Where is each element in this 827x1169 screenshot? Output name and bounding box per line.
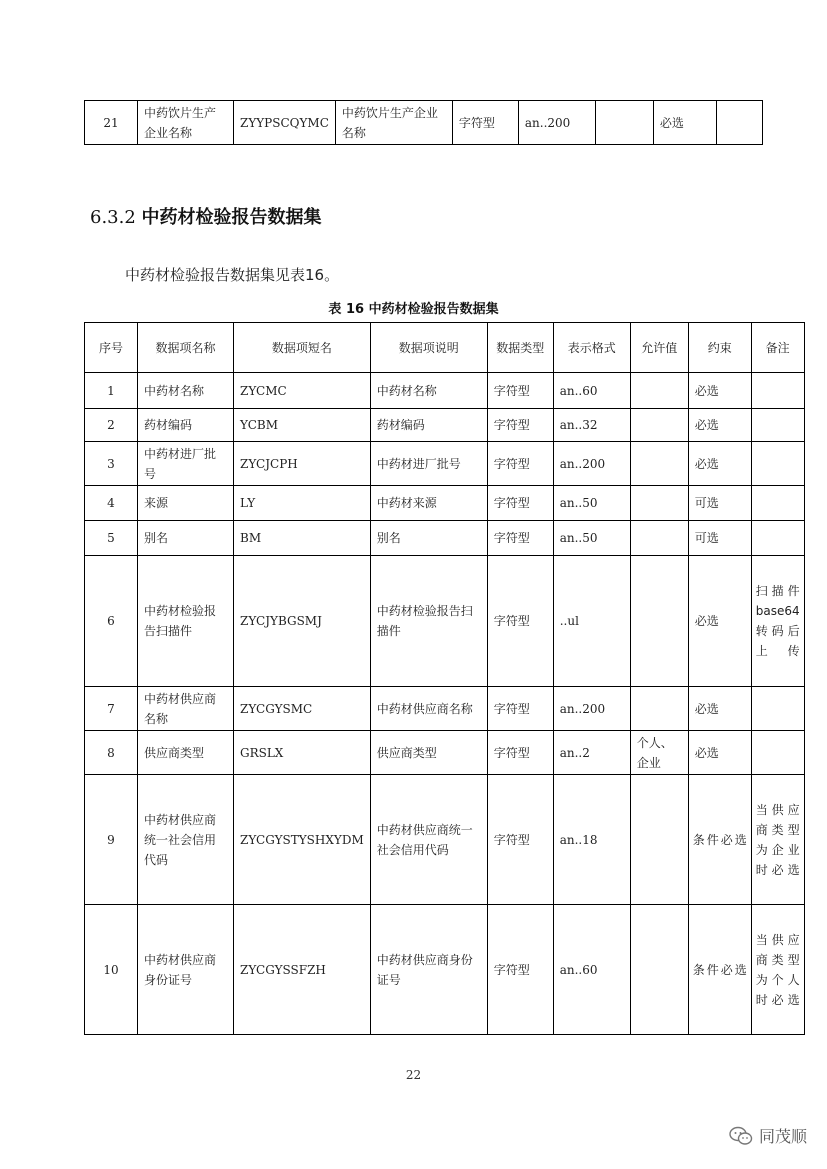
data-type-cell: 字符型 bbox=[487, 731, 553, 775]
short-name-cell: ZYCJCPH bbox=[234, 442, 371, 486]
item-name-cell: 中药材供应商统一社会信用代码 bbox=[138, 775, 234, 905]
remark-cell bbox=[751, 442, 804, 486]
row-number-cell: 1 bbox=[85, 373, 138, 409]
constraint-cell: 必选 bbox=[688, 687, 751, 731]
table-caption: 表 16 中药材检验报告数据集 bbox=[328, 302, 499, 317]
column-header: 备注 bbox=[751, 323, 804, 373]
column-header: 允许值 bbox=[630, 323, 688, 373]
data-type-cell: 字符型 bbox=[487, 687, 553, 731]
short-name-cell: ZYCMC bbox=[234, 373, 371, 409]
column-header: 数据项短名 bbox=[234, 323, 371, 373]
allowed-values-cell bbox=[630, 905, 688, 1035]
description-cell: 中药材来源 bbox=[370, 486, 487, 521]
item-name-cell: 别名 bbox=[138, 521, 234, 556]
constraint-cell: 必选 bbox=[688, 731, 751, 775]
format-cell: an..200 bbox=[553, 687, 630, 731]
description-cell: 别名 bbox=[370, 521, 487, 556]
short-name-cell: LY bbox=[234, 486, 371, 521]
data-type-cell: 字符型 bbox=[487, 442, 553, 486]
table-row bbox=[85, 905, 805, 1035]
watermark-text: 同茂顺 bbox=[758, 1127, 807, 1146]
allowed-values-cell bbox=[630, 775, 688, 905]
row-number-cell: 10 bbox=[85, 905, 138, 1035]
format-cell: an..2 bbox=[553, 731, 630, 775]
constraint-cell: 必选 bbox=[688, 556, 751, 687]
item-name-cell: 中药材供应商身份证号 bbox=[138, 905, 234, 1035]
row-number-cell: 7 bbox=[85, 687, 138, 731]
item-name-cell: 中药材检验报告扫描件 bbox=[138, 556, 234, 687]
description-cell: 中药材进厂批号 bbox=[370, 442, 487, 486]
section-number: 6.3.2 bbox=[90, 207, 136, 228]
short-name-cell: YCBM bbox=[234, 409, 371, 442]
table-row bbox=[85, 409, 805, 442]
table-row bbox=[85, 687, 805, 731]
format-cell: an..18 bbox=[553, 775, 630, 905]
allowed-values-cell bbox=[630, 409, 688, 442]
constraint-cell: 必选 bbox=[688, 442, 751, 486]
column-header: 约束 bbox=[688, 323, 751, 373]
constraint-cell: 可选 bbox=[688, 486, 751, 521]
remark-cell bbox=[751, 486, 804, 521]
allowed-values-cell bbox=[630, 687, 688, 731]
page-number: 22 bbox=[405, 1068, 422, 1082]
remark-cell bbox=[716, 101, 762, 145]
section-title: 中药材检验报告数据集 bbox=[141, 207, 322, 228]
description-cell: 中药材供应商身份证号 bbox=[370, 905, 487, 1035]
description-cell: 中药材供应商名称 bbox=[370, 687, 487, 731]
allowed-values-cell bbox=[630, 373, 688, 409]
data-type-cell: 字符型 bbox=[487, 409, 553, 442]
continuation-table bbox=[84, 100, 763, 145]
row-number-cell: 3 bbox=[85, 442, 138, 486]
dataset-table bbox=[84, 322, 805, 1035]
short-name-cell: BM bbox=[234, 521, 371, 556]
constraint-cell: 条件必选 bbox=[688, 905, 751, 1035]
allowed-values-cell bbox=[630, 521, 688, 556]
format-cell: an..200 bbox=[553, 442, 630, 486]
item-name-cell: 中药材供应商名称 bbox=[138, 687, 234, 731]
short-name-cell: ZYCGYSTYSHXYDM bbox=[234, 775, 371, 905]
intro-paragraph: 中药材检验报告数据集见表16。 bbox=[125, 266, 340, 284]
row-number-cell: 2 bbox=[85, 409, 138, 442]
row-number-cell: 9 bbox=[85, 775, 138, 905]
remark-cell bbox=[751, 687, 804, 731]
column-header: 数据项说明 bbox=[370, 323, 487, 373]
short-name-cell: ZYCGYSSFZH bbox=[234, 905, 371, 1035]
remark-cell: 当供应商类型为企业时必选 bbox=[751, 775, 804, 905]
remark-cell bbox=[751, 409, 804, 442]
row-number-cell: 21 bbox=[85, 101, 138, 145]
item-name-cell: 中药材名称 bbox=[138, 373, 234, 409]
row-number-cell: 4 bbox=[85, 486, 138, 521]
constraint-cell: 必选 bbox=[688, 373, 751, 409]
constraint-cell: 必选 bbox=[688, 409, 751, 442]
watermark bbox=[729, 1124, 807, 1147]
format-cell: an..32 bbox=[553, 409, 630, 442]
allowed-values-cell bbox=[595, 101, 653, 145]
data-type-cell: 字符型 bbox=[487, 521, 553, 556]
table-row bbox=[85, 486, 805, 521]
remark-cell bbox=[751, 731, 804, 775]
section-heading bbox=[90, 203, 322, 229]
format-cell: ..ul bbox=[553, 556, 630, 687]
remark-cell bbox=[751, 521, 804, 556]
allowed-values-cell bbox=[630, 556, 688, 687]
remark-cell: 当供应商类型为个人时必选 bbox=[751, 905, 804, 1035]
table-row bbox=[85, 556, 805, 687]
allowed-values-cell: 个人、企业 bbox=[630, 731, 688, 775]
item-name-cell: 中药材进厂批号 bbox=[138, 442, 234, 486]
short-name-cell: GRSLX bbox=[234, 731, 371, 775]
table-row bbox=[85, 101, 763, 145]
description-cell: 中药材检验报告扫描件 bbox=[370, 556, 487, 687]
item-name-cell: 来源 bbox=[138, 486, 234, 521]
short-name-cell: ZYCGYSMC bbox=[234, 687, 371, 731]
constraint-cell: 必选 bbox=[653, 101, 716, 145]
table-row bbox=[85, 521, 805, 556]
table-row bbox=[85, 731, 805, 775]
format-cell: an..50 bbox=[553, 521, 630, 556]
data-type-cell: 字符型 bbox=[487, 905, 553, 1035]
item-name-cell: 供应商类型 bbox=[138, 731, 234, 775]
description-cell: 供应商类型 bbox=[370, 731, 487, 775]
description-cell: 中药饮片生产企业名称 bbox=[335, 101, 452, 145]
table-row bbox=[85, 775, 805, 905]
allowed-values-cell bbox=[630, 442, 688, 486]
short-name-cell: ZYYPSCQYMC bbox=[234, 101, 336, 145]
remark-cell bbox=[751, 373, 804, 409]
data-type-cell: 字符型 bbox=[487, 775, 553, 905]
table-row bbox=[85, 373, 805, 409]
row-number-cell: 5 bbox=[85, 521, 138, 556]
description-cell: 中药材名称 bbox=[370, 373, 487, 409]
remark-cell: 扫描件base64转码后上传 bbox=[751, 556, 804, 687]
item-name-cell: 中药饮片生产企业名称 bbox=[138, 101, 234, 145]
description-cell: 中药材供应商统一社会信用代码 bbox=[370, 775, 487, 905]
column-header: 数据项名称 bbox=[138, 323, 234, 373]
constraint-cell: 条件必选 bbox=[688, 775, 751, 905]
format-cell: an..60 bbox=[553, 373, 630, 409]
item-name-cell: 药材编码 bbox=[138, 409, 234, 442]
description-cell: 药材编码 bbox=[370, 409, 487, 442]
table-header-row bbox=[85, 323, 805, 373]
data-type-cell: 字符型 bbox=[487, 486, 553, 521]
format-cell: an..200 bbox=[518, 101, 595, 145]
allowed-values-cell bbox=[630, 486, 688, 521]
data-type-cell: 字符型 bbox=[487, 556, 553, 687]
column-header: 表示格式 bbox=[553, 323, 630, 373]
row-number-cell: 8 bbox=[85, 731, 138, 775]
data-type-cell: 字符型 bbox=[452, 101, 518, 145]
format-cell: an..50 bbox=[553, 486, 630, 521]
format-cell: an..60 bbox=[553, 905, 630, 1035]
column-header: 数据类型 bbox=[487, 323, 553, 373]
wechat-icon bbox=[729, 1126, 753, 1146]
short-name-cell: ZYCJYBGSMJ bbox=[234, 556, 371, 687]
constraint-cell: 可选 bbox=[688, 521, 751, 556]
row-number-cell: 6 bbox=[85, 556, 138, 687]
column-header: 序号 bbox=[85, 323, 138, 373]
table-row bbox=[85, 442, 805, 486]
data-type-cell: 字符型 bbox=[487, 373, 553, 409]
